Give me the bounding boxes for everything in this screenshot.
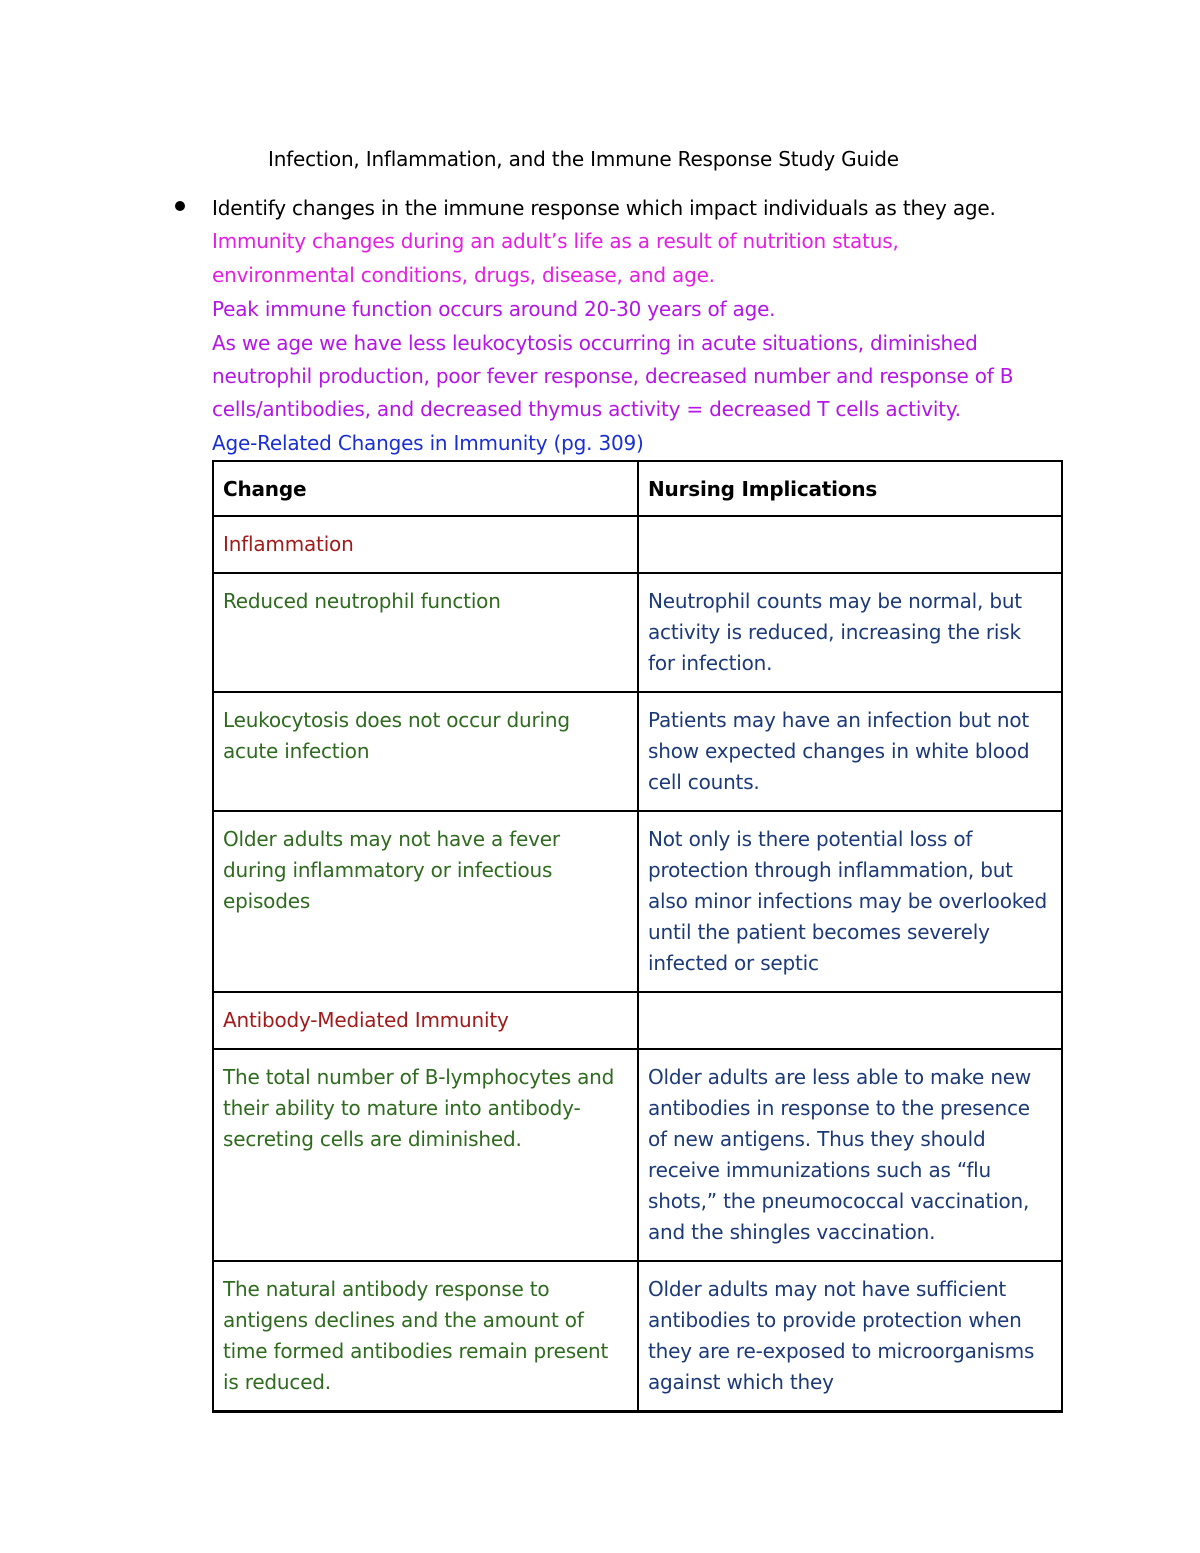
section-label-inflammation: Inflammation: [213, 516, 638, 573]
table-cell-implication: Patients may have an infection but not show expected changes in white blood cell counts.: [638, 692, 1062, 811]
table-cell-implication: Older adults may not have sufficient antibodies to provide protection when they are re-exposed to microorganisms against which they: [638, 1261, 1062, 1412]
answer-line: Immunity changes during an adult’s life as a result of nutrition status,: [212, 229, 899, 253]
document-title: Infection, Inflammation, and the Immune Response Study Guide: [268, 147, 899, 171]
table-row: [213, 692, 1062, 811]
table-row: [213, 811, 1062, 992]
answer-line: cells/antibodies, and decreased thymus activity = decreased T cells activity.: [212, 397, 961, 421]
section-label-antibody-mediated-immunity: Antibody-Mediated Immunity: [213, 992, 638, 1049]
answer-line: environmental conditions, drugs, disease, and age.: [212, 263, 715, 287]
table-cell-change: Reduced neutrophil function: [213, 573, 638, 692]
answer-line: Peak immune function occurs around 20-30 years of age.: [212, 297, 776, 321]
table-cell-implication: Neutrophil counts may be normal, but activity is reduced, increasing the risk for infection.: [638, 573, 1062, 692]
table-section-row: [213, 992, 1062, 1049]
table-row: [213, 1049, 1062, 1261]
column-header-change: Change: [213, 461, 638, 516]
table-cell-implication: Older adults are less able to make new antibodies in response to the presence of new antigens. Thus they should receive immunizations such as “flu shots,” the pneumococcal vaccination, and the shingles vaccination.: [638, 1049, 1062, 1261]
study-question: Identify changes in the immune response which impact individuals as they age.: [212, 196, 996, 220]
column-header-nursing-implications: Nursing Implications: [638, 461, 1062, 516]
table-row: [213, 573, 1062, 692]
table-row: [213, 1261, 1062, 1412]
bullet-icon: [175, 201, 185, 211]
table-cell-change: The natural antibody response to antigens declines and the amount of time formed antibodies remain present is reduced.: [213, 1261, 638, 1412]
table-cell-change: Leukocytosis does not occur during acute infection: [213, 692, 638, 811]
table-cell-change: The total number of B-lymphocytes and their ability to mature into antibody-secreting cells are diminished.: [213, 1049, 638, 1261]
table-header-row: [213, 461, 1062, 516]
answer-line: neutrophil production, poor fever response, decreased number and response of B: [212, 364, 1014, 388]
table-cell-implication: Not only is there potential loss of protection through inflammation, but also minor infections may be overlooked until the patient becomes severely infected or septic: [638, 811, 1062, 992]
table-cell-implication: [638, 516, 1062, 573]
table-cell-implication: [638, 992, 1062, 1049]
table-cell-change: Older adults may not have a fever during inflammatory or infectious episodes: [213, 811, 638, 992]
table-caption: Age-Related Changes in Immunity (pg. 309): [212, 431, 644, 455]
answer-line: As we age we have less leukocytosis occurring in acute situations, diminished: [212, 331, 978, 355]
age-related-changes-table: [212, 460, 1063, 1413]
table-section-row: [213, 516, 1062, 573]
